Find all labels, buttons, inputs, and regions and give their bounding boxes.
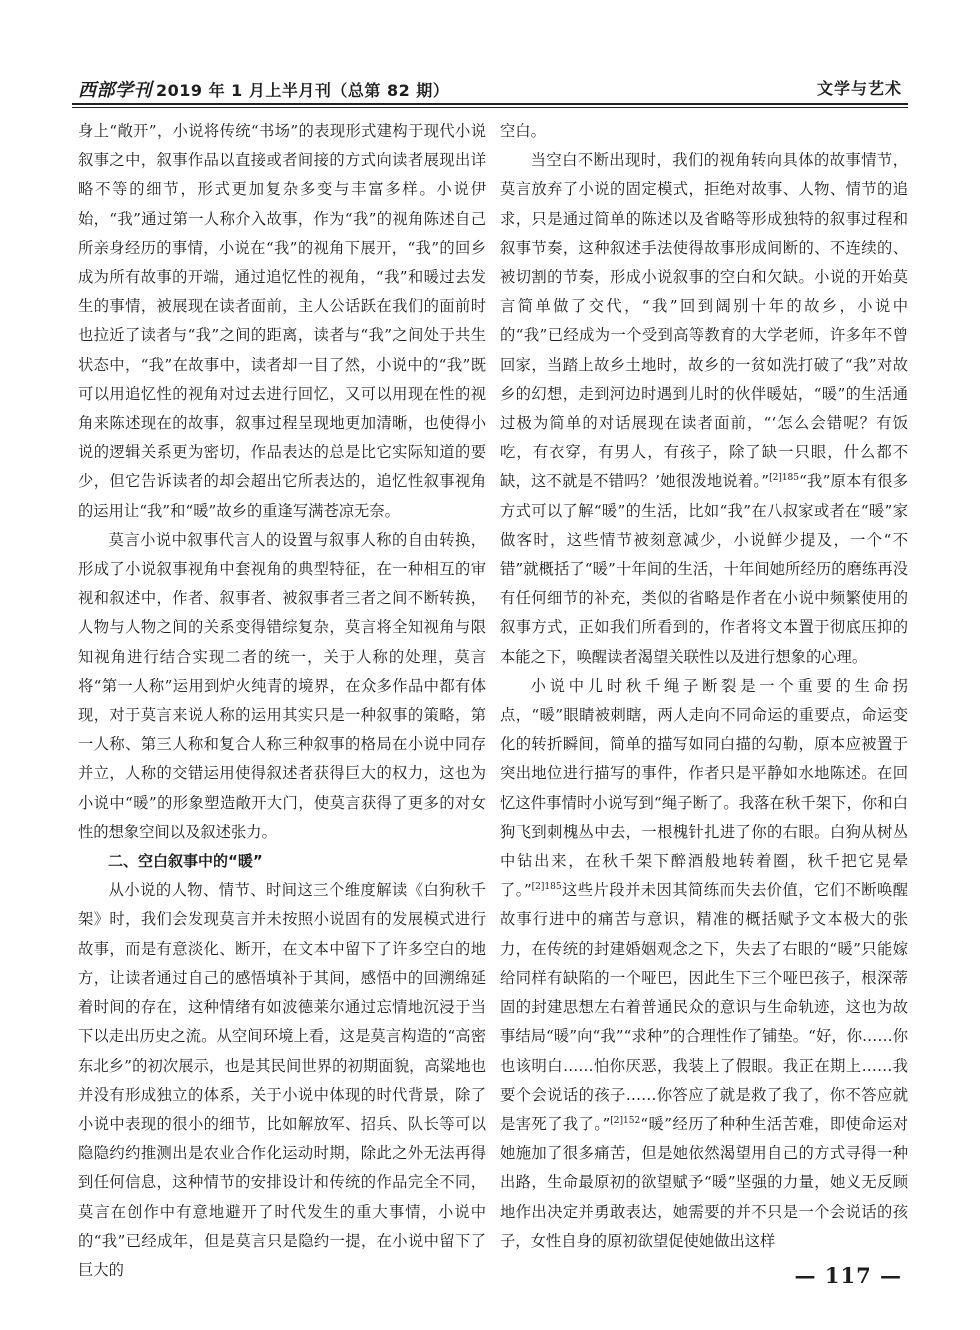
citation: [2]185 (531, 882, 562, 893)
paragraph: 身上“敞开”，小说将传统“书场”的表现形式建构于现代小说叙事之中，叙事作品以直接或者间接的方式向读者展现出详略不等的细节，形式更加复杂多变与丰富多样。小说伊始，“我”通过第一人称介入故事，作为“我”的视角陈述自己所亲身经历的事情，小说在“我”的视角下展开，“我”的回乡成为所有故事的开端，通过追忆性的视角，“我”和暖过去发生的事情，被展现在读者面前，主人公话跃在我们的面前时也拉近了读者与“我”之间的距离，读者与“我”之间处于共生状态中，“我”在故事中，读者却一目了然，小说中的“我”既可以用追忆性的视角对过去进行回忆，又可以用现在性的视角来陈述现在的故事，叙事过程呈现地更加清晰，也使得小说的逻辑关系更为密切，作品表达的总是比它实际知道的要少，但它告诉读者的却会超出它所表达的，追忆性叙事视角的运用让“我”和“暖”故乡的重逢写满苍凉无奈。 (78, 122, 486, 520)
page-number: — 117 — (794, 1263, 902, 1288)
text-run: 小说中儿时秋千绳子断裂是一个重要的生命拐点，“暖”眼睛被刺瞎，两人走向不同命运的重要点，命运变化的转折瞬间，简单的描写如同白描的勾勒，原本应被置于突出地位进行描写的事件，作者只是平静如水地陈述。在回忆这件事情时小说写到“绳子断了。我落在秋千架下，你和白狗飞到刺槐丛中去，一根槐针扎进了你的右眼。白狗从树丛中钻出来，在秋千架下醉酒般地转着圈，秋千把它晃晕了。” (500, 676, 908, 900)
text-run: “暖”经历了种种生活苦难，即使命运对她施加了很多痛苦，但是她依然渴望用自己的方式寻得一种出路，生命最原初的欲望赋予“暖”坚强的力量，她义无反顾地作出决定并勇敢表达，她需要的并不只是一个会说话的孩子，女性自身的原初欲望促使她做出这样 (500, 1114, 908, 1250)
paragraph: 空白。 (500, 122, 546, 140)
page-header (78, 72, 902, 102)
citation: [2]185 (769, 473, 800, 484)
text-run: “我”原本有很多方式可以了解“暖”的生活，比如“我”在八叔家或者在“暖”家做客时，这些情节被刻意减少，小说鲜少提及，一个“不错”就概括了“暖”十年间的生活，十年间她所经历的磨练再没有任何细节的补充，类似的省略是作者在小说中频繁使用的叙事方式，正如我们所看到的，作者将文本置于彻底压抑的本能之下，唤醒读者渴望关联性以及进行想象的心理。 (500, 472, 908, 666)
text-run: 这些片段并未因其简练而失去价值，它们不断唤醒故事行进中的痛苦与意识，精准的概括赋予文本极大的张力，在传统的封建婚姻观念之下，失去了右眼的“暖”只能嫁给同样有缺陷的一个哑巴，因此生下三个哑巴孩子，根深蒂固的封建思想左右着普通民众的意识与生命轨迹，这也为故事结局“暖”向“我”“求种”的合理性作了铺垫。“好，你……你也该明白……怕你厌恶，我装上了假眼。我正在期上……我要个会说话的孩子……你答应了就是救了我了，你不答应就是害死了我了。” (500, 881, 908, 1133)
paragraph (500, 146, 908, 672)
right-column (500, 117, 908, 1252)
section-title: 文学与艺术 (816, 79, 902, 98)
left-column (78, 117, 486, 1279)
paragraph (500, 672, 908, 1256)
journal-info (78, 76, 449, 102)
paragraph: 从小说的人物、情节、时间这三个维度解读《白狗秋千架》时，我们会发现莫言并未按照小说固有的发展模式进行故事，而是有意淡化、断开，在文本中留下了许多空白的地方，让读者通过自己的感悟填补于其间，感悟中的回溯绵延着时间的存在，这种情绪有如波德莱尔通过忘情地沉浸于当下以走出历史之流。从空间环境上看，这是莫言构造的“高密东北乡”的初次展示，也是其民间世界的初期面貌，高粱地也并没有形成独立的体系，关于小说中体现的时代背景，除了小说中表现的很小的细节，比如解放军、招兵、队长等可以隐隐约约推测出是农业合作化运动时期，除此之外无法再得到任何信息，这种情节的安排设计和传统的作品完全不同，莫言在创作中有意地避开了时代发生的重大事情，小说中的“我”已经成年，但是莫言只是隐约一提，在小说中留下了巨大的 (78, 881, 486, 1279)
text-run: 当空白不断出现时，我们的视角转向具体的故事情节，莫言放弃了小说的固定模式，拒绝对故事、人物、情节的追求，只是通过简单的陈述以及省略等形成独特的叙事过程和叙事节奏，这种叙述手法使得故事形成间断的、不连续的、被切割的节奏，形成小说叙事的空白和欠缺。小说的开始莫言简单做了交代，“我”回到阔别十年的故乡，小说中的“我”已经成为一个受到高等教育的大学老师，许多年不曾回家，当踏上故乡土地时，故乡的一贫如洗打破了“我”对故乡的幻想，走到河边时遇到儿时的伙伴暖姑，“暖”的生活通过极为简单的对话展现在读者面前，“‘怎么会错呢？有饭吃，有衣穿，有男人，有孩子，除了缺一只眼，什么都不缺，这不就是不错吗？’她很泼地说着。” (500, 151, 908, 491)
header-rule-thick (72, 103, 908, 105)
section-heading: 二、空白叙事中的“暖” (108, 852, 263, 871)
header-rule-thin (72, 107, 908, 108)
issue-info: 2019 年 1 月上半月刊（总第 82 期） (156, 81, 450, 100)
journal-logo: 西部学刊 (78, 80, 152, 101)
citation: [2]152 (610, 1115, 641, 1126)
paragraph: 莫言小说中叙事代言人的设置与叙事人称的自由转换，形成了小说叙事视角中套视角的典型特征，在一种相互的审视和叙述中，作者、叙事者、被叙事者三者之间不断转换，人物与人物之间的关系变得错综复杂，莫言将全知视角与限知视角进行结合实现二者的统一，关于人称的处理，莫言将“第一人称”运用到炉火纯青的境界，在众多作品中都有体现，对于莫言来说人称的运用其实只是一种叙事的策略，第一人称、第三人称和复合人称三种叙事的格局在小说中同存并立，人称的交错运用使得叙述者获得巨大的权力，这也为小说中“暖”的形象塑造敞开大门，使莫言获得了更多的对女性的想象空间以及叙述张力。 (78, 530, 486, 841)
